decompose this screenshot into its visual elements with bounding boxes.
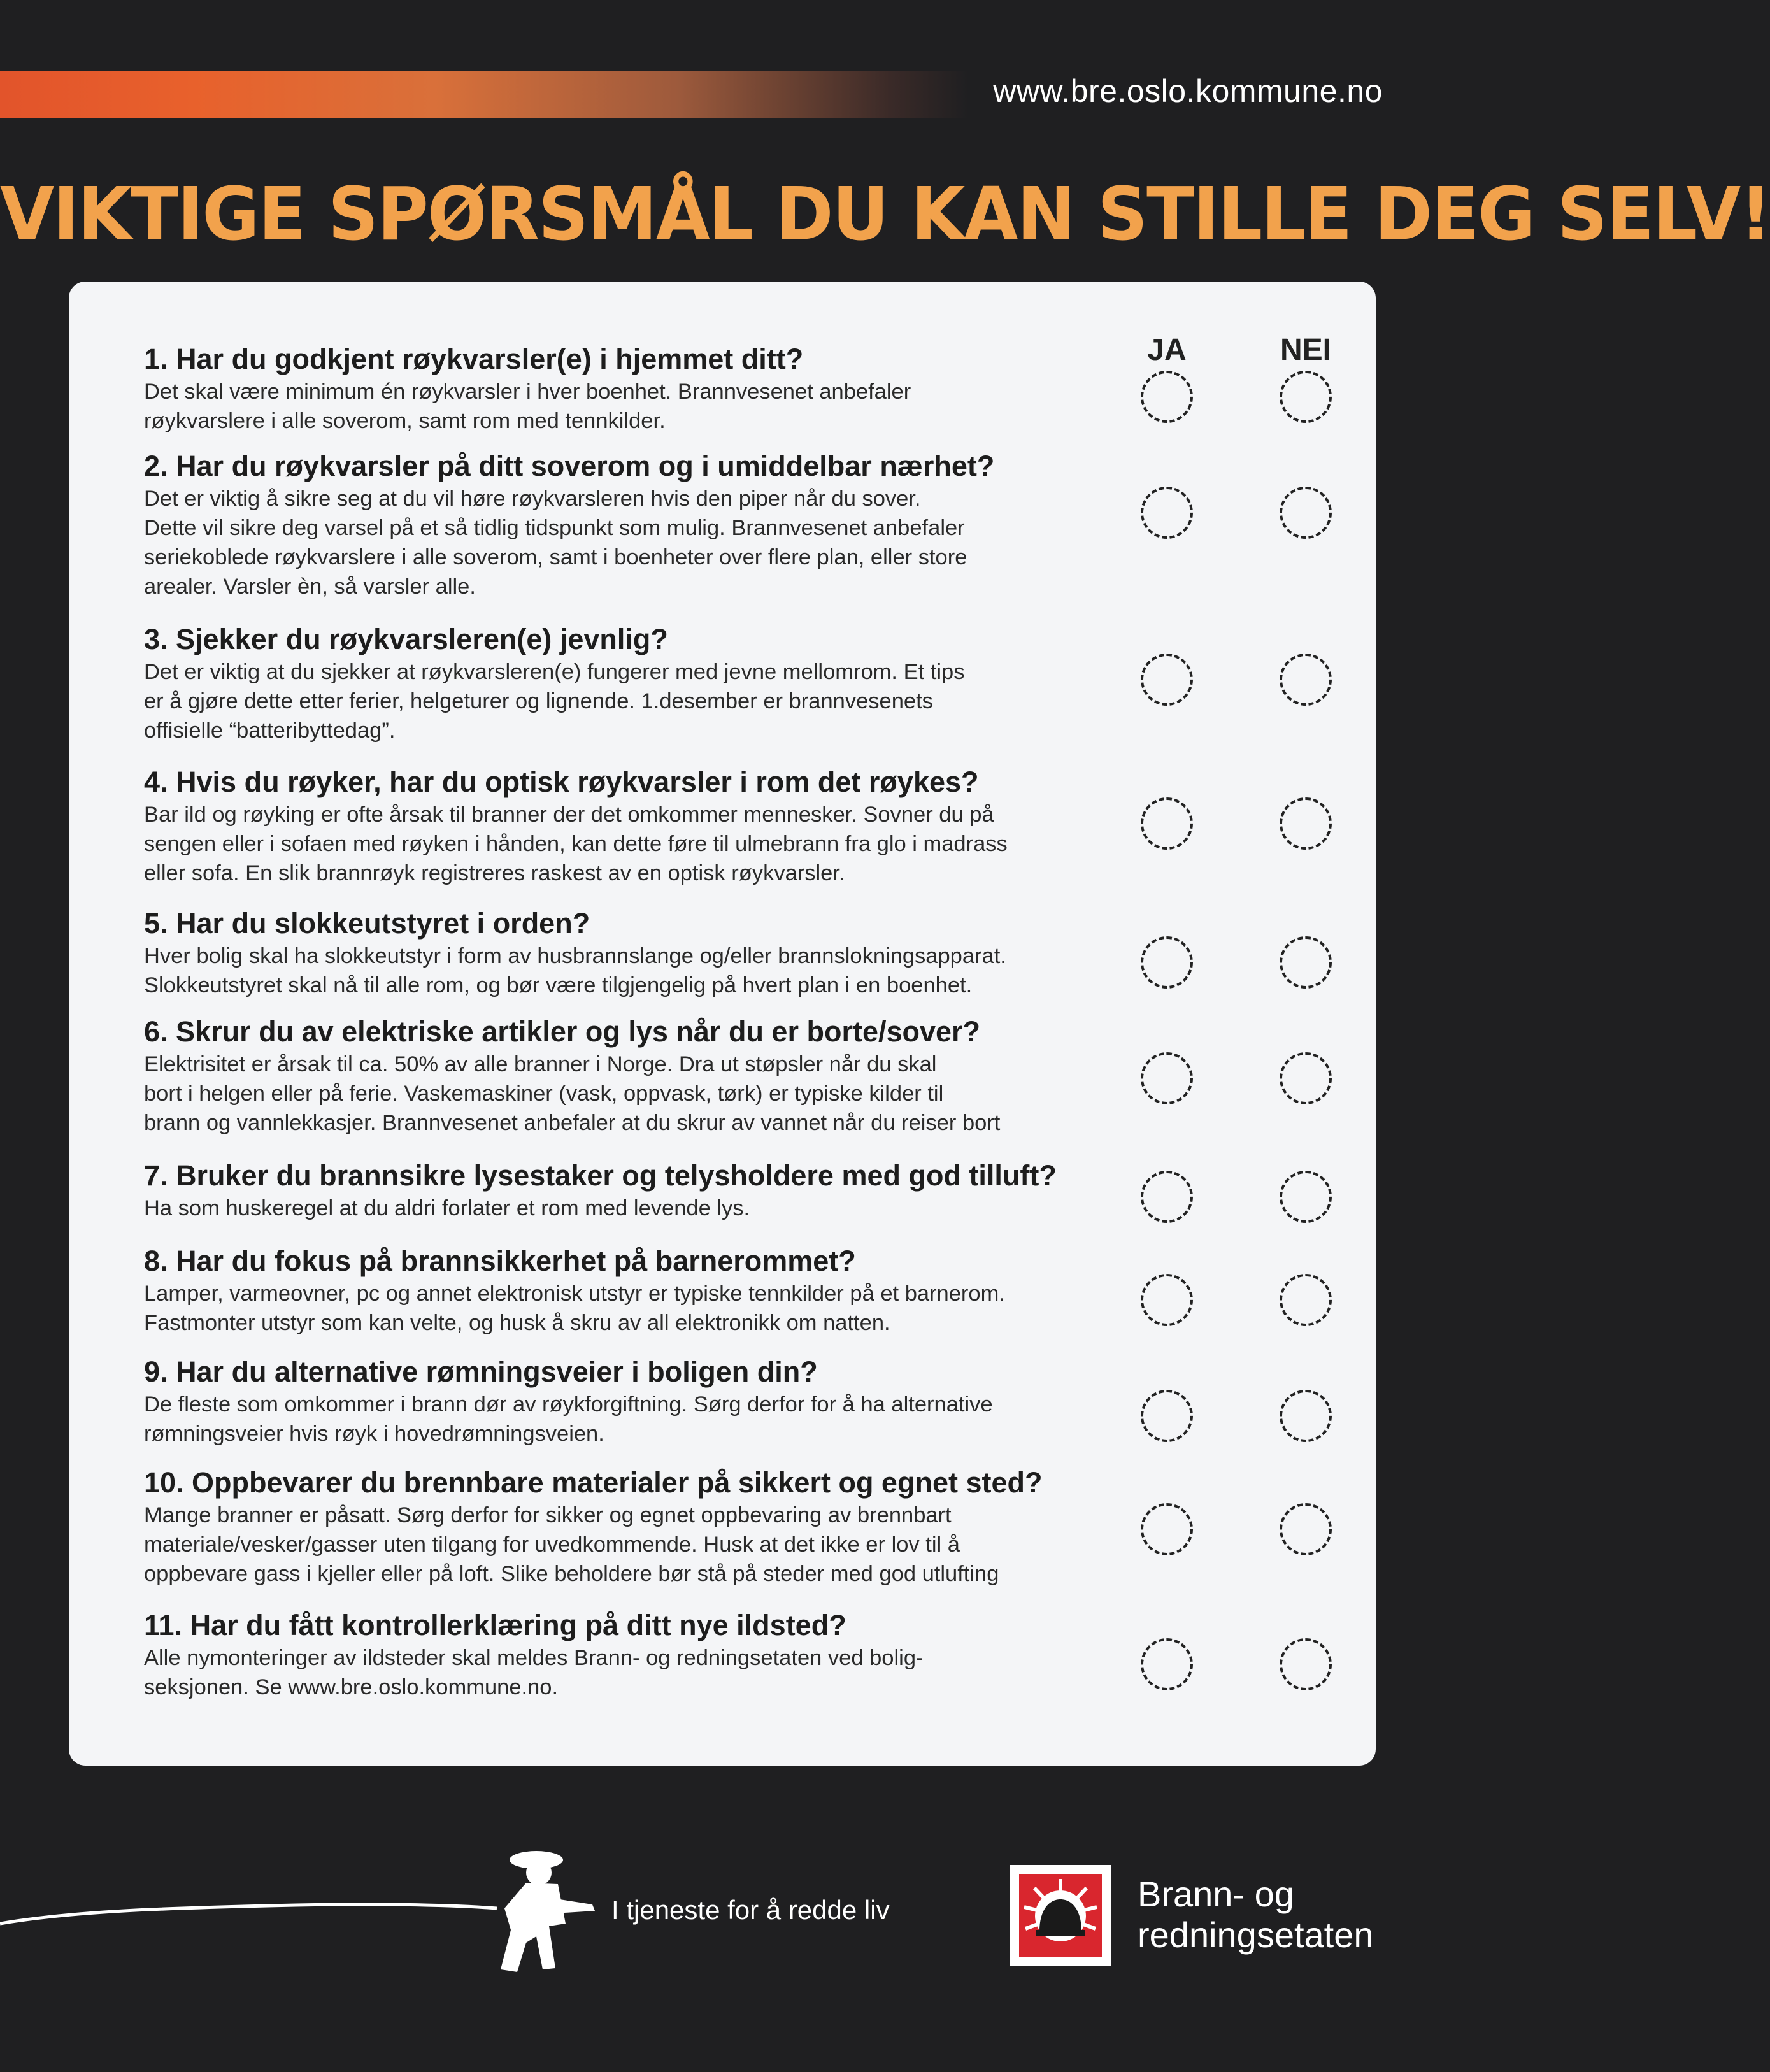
question-7 (144, 1158, 1150, 1223)
question-description: Det er viktig å sikre seg at du vil høre røykvarsleren hvis den piper når du sover. Dette vil sikre deg varsel på et så tidlig tidspunkt som mulig. Brannvesenet anbefaler seriekoblede røykvarslere i alle soverom, samt i boenheter over flere plan, eller store arealer. Varsler èn, så varsler alle. (144, 487, 967, 599)
question-title: 8. Har du fokus på brannsikkerhet på barnerommet? (144, 1245, 856, 1277)
header-gradient-bar (0, 71, 968, 118)
question-title: 6. Skrur du av elektriske artikler og lys når du er borte/sover? (144, 1015, 981, 1048)
question-title: 7. Bruker du brannsikre lysestaker og telysholdere med god tilluft? (144, 1159, 1057, 1192)
answer-no-radio-6[interactable] (1280, 1052, 1332, 1104)
question-title: 4. Hvis du røyker, har du optisk røykvarsler i rom det røykes? (144, 766, 979, 798)
slogan-text: I tjeneste for å redde liv (611, 1895, 890, 1925)
question-1 (144, 341, 1150, 436)
answer-no-radio-9[interactable] (1280, 1390, 1332, 1442)
question-title: 10. Oppbevarer du brennbare materialer på sikkert og egnet sted? (144, 1466, 1043, 1499)
answer-yes-radio-3[interactable] (1141, 654, 1193, 706)
question-5 (144, 906, 1150, 1000)
question-description: Lamper, varmeovner, pc og annet elektronisk utstyr er typiske tennkilder på et barnerom. Fastmonter utstyr som kan velte, og husk å skru av all elektronikk om natten. (144, 1282, 1005, 1335)
answer-yes-radio-2[interactable] (1141, 487, 1193, 539)
question-description: Ha som huskeregel at du aldri forlater et rom med levende lys. (144, 1196, 750, 1220)
answer-yes-radio-4[interactable] (1141, 797, 1193, 850)
hose-line (0, 1904, 497, 1924)
question-title: 11. Har du fått kontrollerklæring på ditt nye ildsted? (144, 1609, 846, 1641)
page-title: VIKTIGE SPØRSMÅL DU KAN STILLE DEG SELV! (0, 171, 1770, 257)
answer-yes-radio-11[interactable] (1141, 1638, 1193, 1690)
answer-yes-radio-7[interactable] (1141, 1171, 1193, 1223)
answer-yes-radio-10[interactable] (1141, 1503, 1193, 1555)
question-description: Det er viktig at du sjekker at røykvarsleren(e) fungerer med jevne mellomrom. Et tips er å gjøre dette etter ferier, helgeturer og lignende. 1.desember er brannvesenets offisielle “batteribyttedag”. (144, 660, 965, 743)
logo-graphic (1010, 1865, 1111, 1966)
answer-no-radio-4[interactable] (1280, 797, 1332, 850)
question-title: 9. Har du alternative rømningsveier i boligen din? (144, 1355, 818, 1388)
question-description: Mange branner er påsatt. Sørg derfor for sikker og egnet oppbevaring av brennbart materiale/vesker/gasser uten tilgang for uvedkommende. Husk at det ikke er lov til å oppbevare gass i kjeller eller på loft. Slike beholdere bør stå på steder med god utlufting (144, 1503, 999, 1586)
question-4 (144, 764, 1150, 888)
website-url[interactable]: www.bre.oslo.kommune.no (993, 73, 1383, 109)
question-6 (144, 1014, 1150, 1138)
answer-no-radio-8[interactable] (1280, 1274, 1332, 1326)
answer-no-radio-11[interactable] (1280, 1638, 1332, 1690)
firefighter-figure (501, 1851, 595, 1972)
answer-no-radio-7[interactable] (1280, 1171, 1332, 1223)
checklist-card (69, 282, 1376, 1766)
answer-yes-radio-9[interactable] (1141, 1390, 1193, 1442)
answer-yes-radio-5[interactable] (1141, 936, 1193, 989)
question-title: 2. Har du røykvarsler på ditt soverom og i umiddelbar nærhet? (144, 450, 995, 482)
answer-no-radio-2[interactable] (1280, 487, 1332, 539)
fire-helmet-logo-icon (1010, 1865, 1111, 1966)
question-description: Alle nymonteringer av ildsteder skal meldes Brann- og redningsetaten ved bolig- seksjonen. Se www.bre.oslo.kommune.no. (144, 1646, 924, 1699)
answer-yes-radio-1[interactable] (1141, 371, 1193, 423)
answer-yes-radio-8[interactable] (1141, 1274, 1193, 1326)
question-title: 5. Har du slokkeutstyret i orden? (144, 907, 590, 940)
question-11 (144, 1608, 1150, 1702)
question-title: 1. Har du godkjent røykvarsler(e) i hjemmet ditt? (144, 343, 804, 375)
question-9 (144, 1354, 1150, 1448)
answer-yes-radio-6[interactable] (1141, 1052, 1193, 1104)
organization-name: Brann- og redningsetaten (1138, 1874, 1374, 1955)
answer-no-radio-10[interactable] (1280, 1503, 1332, 1555)
firefighter-silhouette-icon (0, 1847, 637, 1975)
question-8 (144, 1243, 1150, 1338)
question-description: De fleste som omkommer i brann dør av røykforgiftning. Sørg derfor for å ha alternative rømningsveier hvis røyk i hovedrømningsveien. (144, 1392, 993, 1446)
question-description: Elektrisitet er årsak til ca. 50% av alle branner i Norge. Dra ut støpsler når du skal bort i helgen eller på ferie. Vaskemaskiner (vask, oppvask, tørk) er typiske kilder til brann og vannlekkasjer. Brannvesenet anbefaler at du skrur av vannet når du reiser bort (144, 1052, 1001, 1135)
answer-no-radio-3[interactable] (1280, 654, 1332, 706)
question-description: Bar ild og røyking er ofte årsak til branner der det omkommer mennesker. Sovner du på sengen eller i sofaen med røyken i hånden, kan dette føre til ulmebrann fra glo i madrass eller sofa. En slik brannrøyk registreres raskest av en optisk røykvarsler. (144, 803, 1008, 885)
question-description: Hver bolig skal ha slokkeutstyr i form av husbrannslange og/eller brannslokningsapparat. Slokkeutstyret skal nå til alle rom, og bør være tilgjengelig på hvert plan i en boenhet. (144, 944, 1006, 997)
question-2 (144, 448, 1150, 601)
answer-no-radio-5[interactable] (1280, 936, 1332, 989)
question-3 (144, 622, 1150, 745)
question-10 (144, 1465, 1150, 1589)
question-description: Det skal være minimum én røykvarsler i hver boenhet. Brannvesenet anbefaler røykvarslere i alle soverom, samt rom med tennkilder. (144, 380, 911, 433)
column-header-yes: JA (1147, 333, 1187, 367)
answer-no-radio-1[interactable] (1280, 371, 1332, 423)
question-title: 3. Sjekker du røykvarsleren(e) jevnlig? (144, 623, 668, 655)
column-header-no: NEI (1280, 333, 1331, 367)
